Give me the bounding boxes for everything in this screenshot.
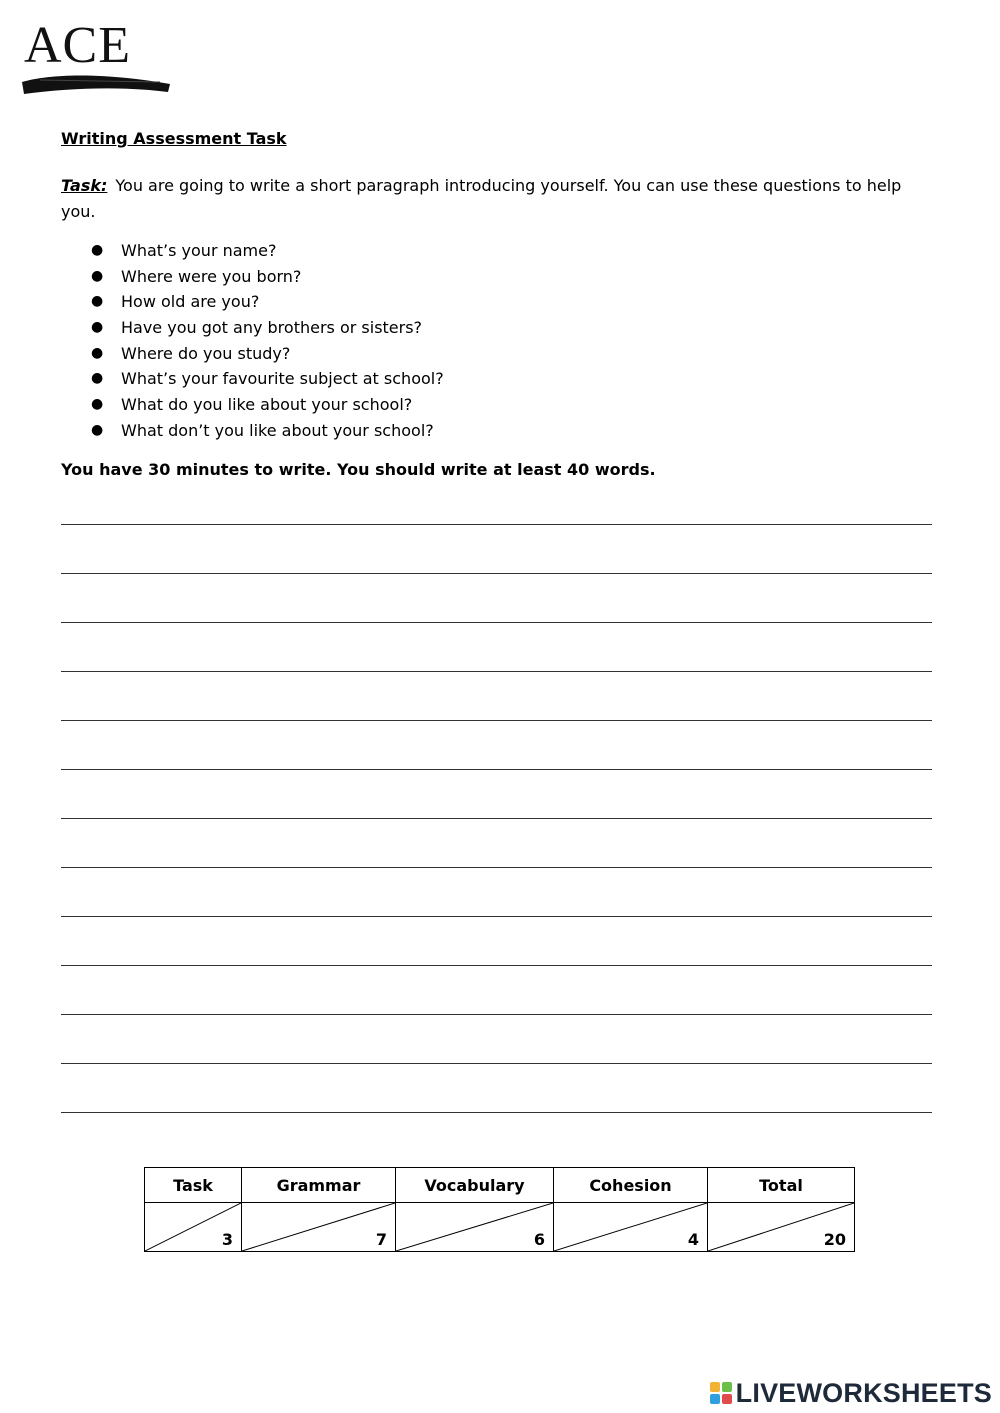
answer-line[interactable]: [61, 917, 932, 966]
max-score: 20: [823, 1230, 846, 1249]
brush-stroke-icon: [20, 68, 172, 98]
answer-line[interactable]: [61, 770, 932, 819]
answer-line[interactable]: [61, 1015, 932, 1064]
bullet-icon: ●: [91, 344, 104, 361]
score-cell-total[interactable]: [708, 1203, 855, 1252]
list-item: ● Where were you born?: [61, 264, 444, 290]
list-item: ● What’s your name?: [61, 238, 444, 264]
score-header-task: Task: [145, 1168, 242, 1203]
bullet-icon: ●: [91, 370, 104, 387]
diagonal-divider-icon: [242, 1203, 395, 1251]
list-item: ● Where do you study?: [61, 341, 444, 367]
liveworksheets-logo-icon: [710, 1382, 732, 1404]
diagonal-divider-icon: [554, 1203, 707, 1251]
answer-line[interactable]: [61, 1064, 932, 1113]
bullet-icon: ●: [91, 319, 104, 336]
score-cell-cohesion[interactable]: [554, 1203, 708, 1252]
answer-area[interactable]: [61, 524, 932, 1113]
answer-line[interactable]: [61, 966, 932, 1015]
task-text: You are going to write a short paragraph introducing yourself. You can use these questions to help you.: [61, 176, 902, 221]
logo-block: [722, 1382, 732, 1392]
answer-line[interactable]: [61, 574, 932, 623]
list-item: ● Have you got any brothers or sisters?: [61, 315, 444, 341]
answer-line[interactable]: [61, 721, 932, 770]
answer-line[interactable]: [61, 672, 932, 721]
max-score: 3: [221, 1230, 233, 1249]
list-item: ● What do you like about your school?: [61, 392, 444, 418]
answer-line[interactable]: [61, 868, 932, 917]
answer-line[interactable]: [61, 623, 932, 672]
time-instruction: You have 30 minutes to write. You should write at least 40 words.: [61, 460, 656, 479]
logo-block: [710, 1394, 720, 1404]
score-cell-task[interactable]: [145, 1203, 242, 1252]
score-header-total: Total: [708, 1168, 855, 1203]
score-header-grammar: Grammar: [242, 1168, 396, 1203]
bullet-icon: ●: [91, 293, 104, 310]
bullet-icon: ●: [91, 267, 104, 284]
max-score: 4: [687, 1230, 699, 1249]
diagonal-divider-icon: [396, 1203, 553, 1251]
max-score: 7: [375, 1230, 387, 1249]
score-cell-vocabulary[interactable]: [396, 1203, 554, 1252]
list-item: ● What don’t you like about your school?: [61, 418, 444, 444]
task-label: Task:: [61, 176, 108, 195]
answer-line[interactable]: [61, 525, 932, 574]
ace-logo: [20, 18, 175, 100]
task-description: [61, 173, 931, 225]
liveworksheets-footer: [710, 1376, 992, 1410]
score-header-cohesion: Cohesion: [554, 1168, 708, 1203]
max-score: 6: [533, 1230, 545, 1249]
score-cell-grammar[interactable]: [242, 1203, 396, 1252]
page-title: Writing Assessment Task: [61, 129, 287, 148]
score-header-vocabulary: Vocabulary: [396, 1168, 554, 1203]
logo-block: [722, 1394, 732, 1404]
bullet-icon: ●: [91, 396, 104, 413]
footer-brand: LIVEWORKSHEETS: [735, 1377, 992, 1408]
logo-block: [710, 1382, 720, 1392]
list-item: ● How old are you?: [61, 289, 444, 315]
answer-line[interactable]: [61, 819, 932, 868]
question-list: [61, 238, 444, 444]
score-table: [144, 1167, 855, 1252]
list-item: ● What’s your favourite subject at school?: [61, 366, 444, 392]
bullet-icon: ●: [91, 242, 104, 258]
bullet-icon: ●: [91, 421, 104, 438]
logo-text: ACE: [24, 17, 131, 74]
